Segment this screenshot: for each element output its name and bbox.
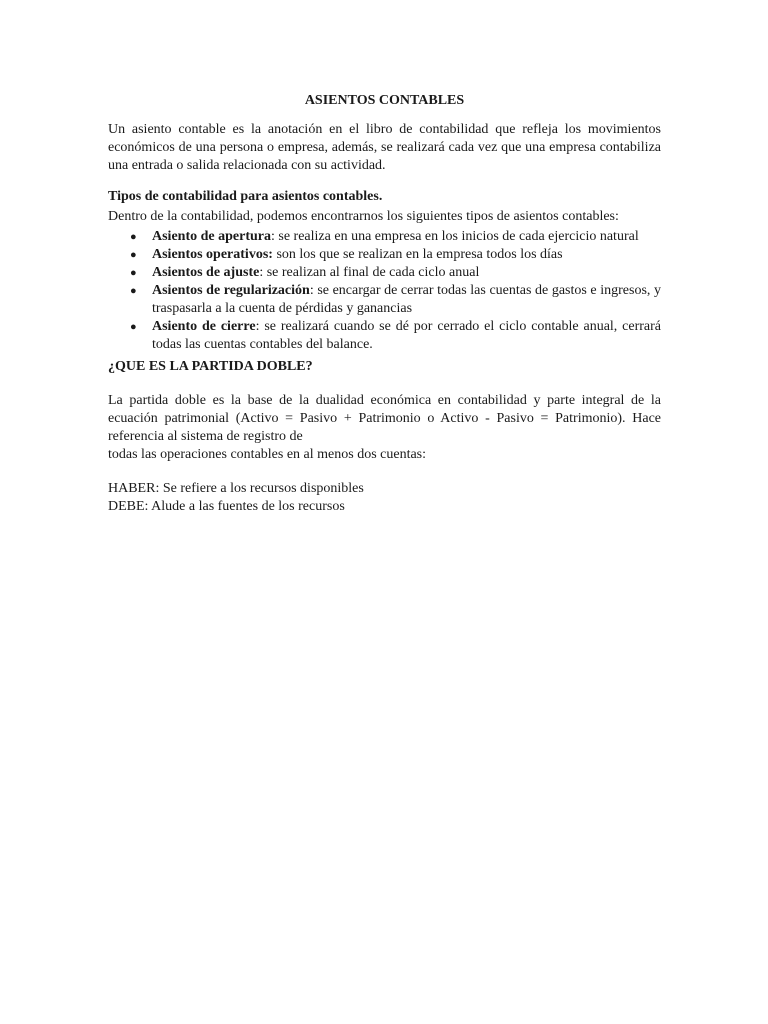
list-item: [108, 264, 661, 282]
type-term: Asientos operativos:: [152, 247, 273, 262]
debe-definition: DEBE: Alude a las fuentes de los recursos: [108, 499, 345, 514]
types-heading: Tipos de contabilidad para asientos contables.: [108, 189, 383, 204]
list-item: [108, 228, 661, 246]
type-desc: son los que se realizan en la empresa todos los días: [272, 247, 563, 262]
bullet-icon: ●: [130, 285, 137, 297]
bullet-icon: ●: [130, 321, 137, 333]
bullet-icon: ●: [130, 267, 137, 279]
types-intro: Dentro de la contabilidad, podemos encontrarnos los siguientes tipos de asientos contables:: [108, 209, 619, 224]
partida-doble-heading: ¿QUE ES LA PARTIDA DOBLE?: [108, 359, 313, 374]
type-desc: : se realiza en una empresa en los inicios de cada ejercicio natural: [271, 229, 639, 244]
type-term: Asiento de cierre: [152, 319, 256, 334]
document-page: [108, 92, 661, 516]
list-item: [108, 246, 661, 264]
types-list: [108, 228, 661, 354]
list-item: [108, 282, 661, 318]
partida-doble-paragraph: La partida doble es la base de la dualidad económica en contabilidad y parte integral de la ecuación patrimonial (Activo = Pasivo + Patrimonio o Activo - Pasivo = Patrimonio). Hace referencia al sistema de registro de: [108, 393, 661, 444]
bullet-icon: ●: [130, 249, 137, 261]
bullet-icon: ●: [130, 231, 137, 243]
type-desc: : se encargar de cerrar todas las cuentas de gastos e ingresos, y traspasarla a la cuenta de pérdidas y ganancias: [152, 283, 661, 316]
type-desc: : se realizará cuando se dé por cerrado el ciclo contable anual, cerrará todas las cuentas contables del balance.: [152, 319, 662, 352]
type-term: Asiento de apertura: [152, 229, 271, 244]
document-title: ASIENTOS CONTABLES: [304, 93, 465, 108]
type-term: Asientos de regularización: [152, 283, 310, 298]
haber-definition: HABER: Se refiere a los recursos disponibles: [108, 481, 364, 496]
intro-paragraph: Un asiento contable es la anotación en el libro de contabilidad que refleja los movimientos económicos de una persona o empresa, además, se realizará cada vez que una empresa contabiliza una entrada o salida relacionada con su actividad.: [108, 122, 661, 173]
type-term: Asientos de ajuste: [152, 265, 260, 280]
type-desc: : se realizan al final de cada ciclo anual: [259, 265, 480, 280]
partida-doble-paragraph-end: todas las operaciones contables en al menos dos cuentas:: [108, 447, 427, 462]
list-item: [108, 318, 661, 354]
